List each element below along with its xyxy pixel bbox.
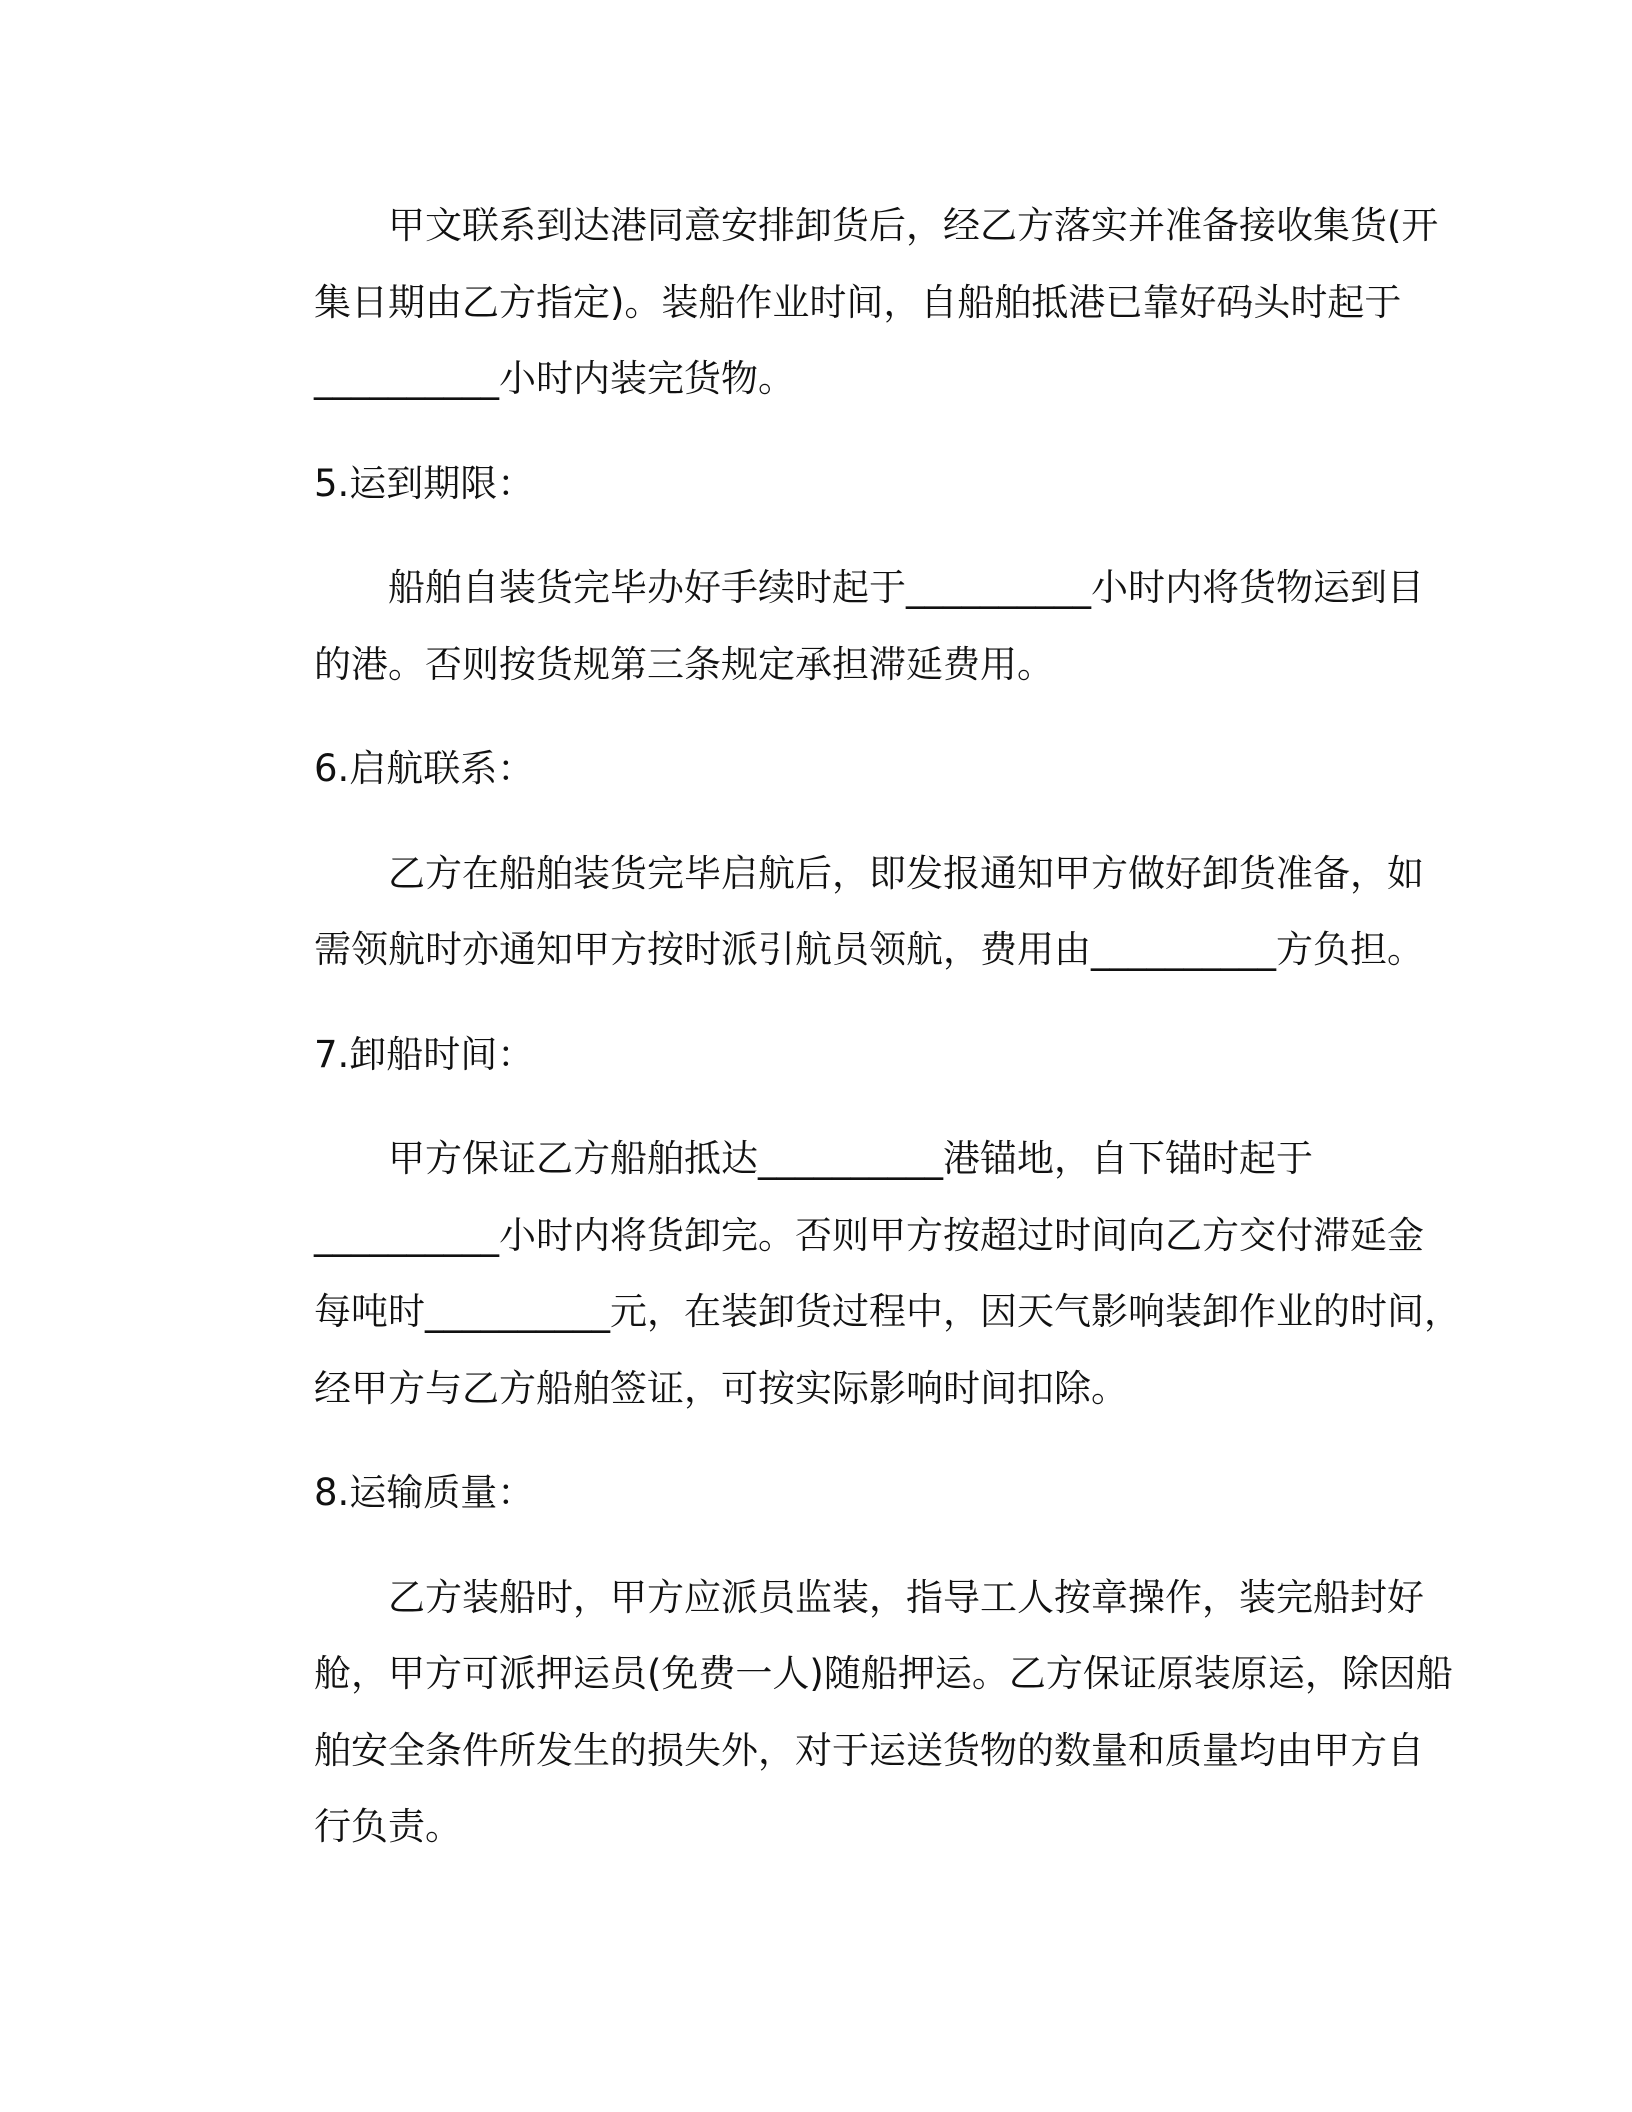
document-page bbox=[240, 188, 1461, 1894]
text-line: 乙方装船时，甲方应派员监装，指导工人按章操作，装完船封好 bbox=[388, 1575, 1424, 1619]
text-line: 需领航时亦通知甲方按时派引航员领航，费用由__________方负担。 bbox=[314, 928, 1424, 971]
text-line: 船舶自装货完毕办好手续时起于__________小时内将货物运到目 bbox=[388, 566, 1424, 609]
text-line: 舱，甲方可派押运员(免费一人)随船押运。乙方保证原装原运，除因船 bbox=[314, 1652, 1453, 1695]
text-line: 每吨时__________元，在装卸货过程中，因天气影响装卸作业的时间， bbox=[314, 1290, 1461, 1333]
text-line: 舶安全条件所发生的损失外，对于运送货物的数量和质量均由甲方自 bbox=[314, 1728, 1424, 1772]
text-line: 甲方保证乙方船舶抵达__________港锚地，自下锚时起于 bbox=[388, 1137, 1313, 1180]
text-line: __________小时内将货卸完。否则甲方按超过时间向乙方交付滞延金 bbox=[314, 1213, 1424, 1257]
paragraph-loading-time bbox=[240, 188, 1439, 418]
text-line: 集日期由乙方指定)。装船作业时间，自船舶抵港已靠好码头时起于 bbox=[314, 280, 1402, 324]
text-line: __________小时内装完货物。 bbox=[314, 357, 795, 400]
text-line: 的港。否则按货规第三条规定承担滞延费用。 bbox=[314, 642, 1054, 686]
section-heading-8: 8.运输质量： bbox=[314, 1471, 535, 1514]
section-heading-6: 6.启航联系： bbox=[314, 747, 535, 790]
section-heading-5: 5.运到期限： bbox=[314, 461, 535, 505]
paragraph-departure-contact bbox=[240, 836, 1424, 989]
text-line: 甲文联系到达港同意安排卸货后，经乙方落实并准备接收集货(开 bbox=[388, 204, 1439, 247]
paragraph-unloading-time bbox=[240, 1121, 1461, 1427]
paragraph-transport-quality bbox=[240, 1560, 1453, 1866]
section-heading-7: 7.卸船时间： bbox=[314, 1032, 535, 1076]
text-line: 行负责。 bbox=[314, 1805, 462, 1848]
paragraph-delivery-deadline bbox=[240, 550, 1424, 703]
text-line: 乙方在船舶装货完毕启航后，即发报通知甲方做好卸货准备，如 bbox=[388, 851, 1424, 895]
text-line: 经甲方与乙方船舶签证，可按实际影响时间扣除。 bbox=[314, 1366, 1128, 1410]
